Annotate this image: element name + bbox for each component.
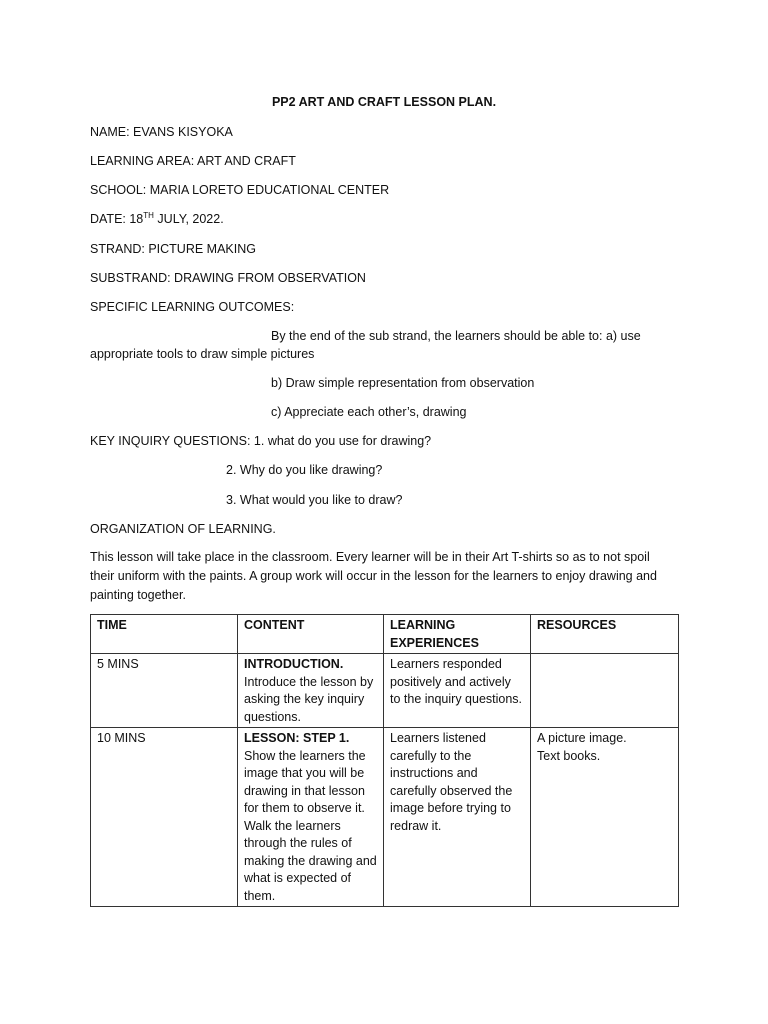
row-content	[238, 654, 384, 728]
organization-line-3: painting together.	[90, 588, 186, 602]
lesson-date	[90, 211, 224, 227]
date-prefix: DATE: 18	[90, 212, 144, 226]
row-time: 10 MINS	[91, 728, 238, 907]
header-time: TIME	[91, 615, 238, 654]
header-learning-experiences: LEARNING EXPERIENCES	[384, 615, 531, 654]
content-body: Show the learners the image that you will be drawing in that lesson for them to observe it. Walk the learners through the rules of making the drawing and what is expected of them.	[244, 748, 377, 903]
content-heading: INTRODUCTION.	[244, 657, 344, 671]
table-row	[91, 728, 679, 907]
lesson-table	[90, 614, 679, 907]
slo-heading: SPECIFIC LEARNING OUTCOMES:	[90, 300, 295, 314]
resource-item: A picture image.	[537, 731, 627, 745]
substrand: SUBSTRAND: DRAWING FROM OBSERVATION	[90, 271, 366, 285]
date-superscript: TH	[143, 211, 154, 220]
school-name: SCHOOL: MARIA LORETO EDUCATIONAL CENTER	[90, 183, 390, 197]
header-resources: RESOURCES	[531, 615, 679, 654]
row-experiences: Learners responded positively and actively to the inquiry questions.	[384, 654, 531, 728]
row-time: 5 MINS	[91, 654, 238, 728]
row-content	[238, 728, 384, 907]
resource-item: Text books.	[537, 748, 601, 763]
row-resources	[531, 728, 679, 907]
row-resources	[531, 654, 679, 728]
row-experiences: Learners listened carefully to the instructions and carefully observed the image before trying to redraw it.	[384, 728, 531, 907]
date-suffix: JULY, 2022.	[153, 212, 224, 226]
key-inquiry-question-2: 2. Why do you like drawing?	[226, 463, 383, 477]
organization-heading: ORGANIZATION OF LEARNING.	[90, 522, 276, 536]
teacher-name: NAME: EVANS KISYOKA	[90, 125, 233, 139]
learning-area: LEARNING AREA: ART AND CRAFT	[90, 154, 296, 168]
key-inquiry-question-1: KEY INQUIRY QUESTIONS: 1. what do you use for drawing?	[90, 434, 432, 448]
table-row	[91, 654, 679, 728]
organization-line-2: their uniform with the paints. A group work will occur in the lesson for the learners to enjoy drawing and	[90, 569, 657, 583]
key-inquiry-question-3: 3. What would you like to draw?	[226, 493, 403, 507]
organization-line-1: This lesson will take place in the classroom. Every learner will be in their Art T-shirts so as to not spoil	[90, 550, 650, 564]
slo-a-line2: appropriate tools to draw simple pictures	[90, 347, 315, 361]
slo-b: b) Draw simple representation from observation	[271, 376, 535, 390]
content-heading: LESSON: STEP 1.	[244, 731, 350, 745]
lesson-plan-title: PP2 ART AND CRAFT LESSON PLAN.	[271, 95, 497, 109]
header-content: CONTENT	[238, 615, 384, 654]
table-header-row	[91, 615, 679, 654]
slo-a-line1: By the end of the sub strand, the learners should be able to: a) use	[271, 329, 641, 343]
slo-c: c) Appreciate each other’s, drawing	[271, 405, 467, 419]
content-body: Introduce the lesson by asking the key inquiry questions.	[244, 674, 374, 724]
strand: STRAND: PICTURE MAKING	[90, 242, 256, 256]
organization-paragraph	[90, 548, 690, 605]
